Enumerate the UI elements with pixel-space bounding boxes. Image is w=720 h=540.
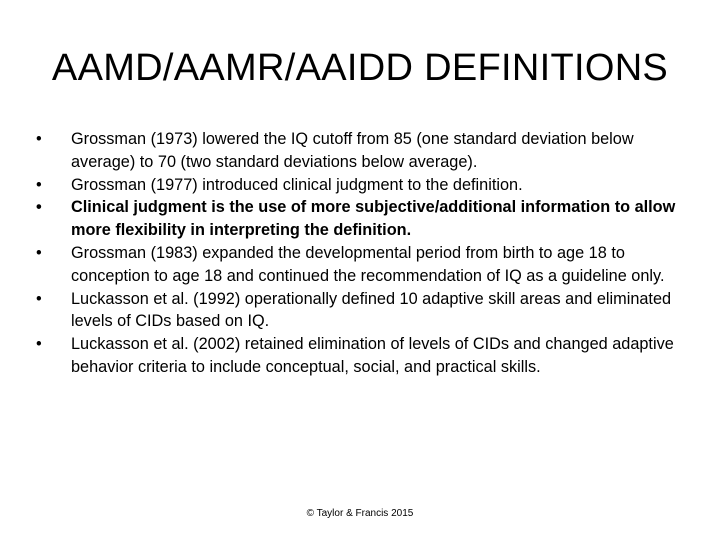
- bullet-text: Grossman (1973) lowered the IQ cutoff from 85 (one standard deviation below average) to 70 (two standard deviations below average).: [71, 130, 634, 171]
- bullet-text: Luckasson et al. (2002) retained elimination of levels of CIDs and changed adaptive behavior criteria to include conceptual, social, and practical skills.: [71, 335, 674, 376]
- bullet-dot-icon: •: [36, 175, 42, 194]
- bullet-dot-icon: •: [36, 130, 42, 148]
- bullet-dot-icon: •: [36, 289, 42, 308]
- bullet-dot-icon: •: [36, 243, 42, 262]
- bullet-item: [36, 288, 686, 334]
- bullet-text: Grossman (1977) introduced clinical judgment to the definition.: [71, 175, 523, 194]
- bullet-dot-icon: •: [36, 335, 42, 354]
- bullet-text: Clinical judgment is the use of more subjective/additional information to allow more flexibility in interpreting the definition.: [71, 198, 676, 240]
- bullet-item: [36, 242, 686, 288]
- bullet-dot-icon: •: [36, 198, 42, 217]
- bullet-text: Grossman (1983) expanded the developmental period from birth to age 18 to conception to age 18 and continued the recommendation of IQ as a guideline only.: [71, 243, 665, 285]
- bullet-item: [36, 333, 686, 379]
- bullet-text: Luckasson et al. (1992) operationally defined 10 adaptive skill areas and eliminated levels of CIDs based on IQ.: [71, 289, 672, 331]
- bullet-item: [36, 174, 686, 197]
- bullet-item: [36, 196, 686, 242]
- copyright-footer: © Taylor & Francis 2015: [306, 508, 414, 519]
- bullet-list: [36, 128, 686, 379]
- slide-title: AAMD/AAMR/AAIDD DEFINITIONS: [51, 47, 669, 89]
- bullet-item: [36, 128, 686, 174]
